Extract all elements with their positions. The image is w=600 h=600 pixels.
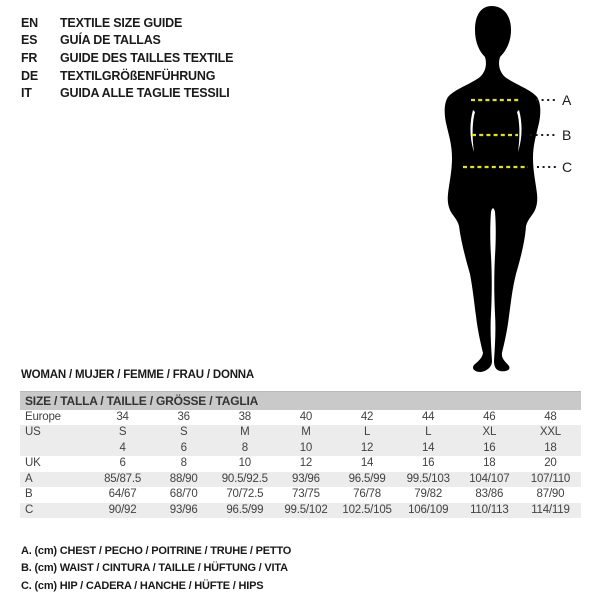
size-cell: S <box>118 426 127 438</box>
size-cell: 90/92 <box>108 503 137 516</box>
row-label: US <box>25 426 41 438</box>
size-cell: 70/72.5 <box>226 488 264 500</box>
size-cell: 73/75 <box>292 488 320 500</box>
size-cell: 42 <box>360 410 374 423</box>
size-cell: 99.5/102 <box>284 503 328 516</box>
size-cell: L <box>363 426 371 438</box>
woman-silhouette-figure <box>400 0 600 380</box>
marker-label-hip: C <box>562 159 573 175</box>
size-cell: 79/82 <box>414 488 443 500</box>
language-code: ES <box>21 33 38 48</box>
size-table <box>20 391 581 518</box>
table-row <box>20 503 581 519</box>
language-row <box>21 32 233 50</box>
size-cell: M <box>301 426 311 438</box>
size-cell: 107/110 <box>530 472 571 485</box>
language-title: TEXTILGRÖßENFÜHRUNG <box>60 68 216 83</box>
language-row <box>21 49 233 67</box>
measurement-legend <box>21 543 291 595</box>
size-cell: 10 <box>238 457 252 469</box>
table-row <box>20 456 581 472</box>
size-cell: 85/87.5 <box>104 472 142 485</box>
size-cell: 106/109 <box>408 503 449 516</box>
size-cell: 44 <box>421 410 435 423</box>
size-cell: 18 <box>483 457 496 469</box>
language-row <box>21 14 233 32</box>
size-cell: 88/90 <box>169 472 198 485</box>
size-cell: 110/113 <box>470 503 509 516</box>
row-label: UK <box>25 457 41 469</box>
size-cell: 90.5/92.5 <box>221 472 268 485</box>
size-cell: 64/67 <box>108 488 137 500</box>
size-cell: 16 <box>421 457 435 469</box>
marker-label-chest: A <box>562 92 572 108</box>
size-cell: 12 <box>299 457 313 469</box>
size-cell: 38 <box>238 410 252 423</box>
legend-line: C. (cm) HIP / CADERA / HANCHE / HÜFTE / HIPS <box>21 579 264 592</box>
language-row <box>21 84 233 102</box>
size-cell: 104/107 <box>469 472 510 485</box>
size-cell: 12 <box>360 441 374 454</box>
size-cell: 40 <box>299 410 313 423</box>
language-title-list <box>21 14 233 102</box>
woman-silhouette <box>445 6 541 372</box>
size-cell: 76/78 <box>353 488 381 500</box>
size-cell: 6 <box>119 457 126 469</box>
size-cell: S <box>179 426 188 438</box>
size-cell: 48 <box>544 410 557 423</box>
size-cell: 8 <box>241 441 248 454</box>
body-measurement-figure <box>400 0 600 380</box>
size-cell: 99.5/103 <box>406 472 450 485</box>
size-cell: 14 <box>360 457 374 469</box>
size-cell: 93/96 <box>169 503 198 516</box>
language-code: IT <box>21 86 32 101</box>
size-cell: 93/96 <box>292 472 320 485</box>
table-row <box>20 425 581 441</box>
language-code: FR <box>21 50 38 65</box>
size-cell: 34 <box>116 410 129 423</box>
size-cell: 46 <box>483 410 496 423</box>
size-cell: 96.5/99 <box>348 472 386 485</box>
language-code: DE <box>21 68 38 83</box>
size-cell: 16 <box>483 441 496 454</box>
size-cell: 14 <box>421 441 435 454</box>
table-row <box>20 487 581 503</box>
language-code: EN <box>21 15 38 30</box>
size-cell: 114/119 <box>531 503 570 516</box>
table-row <box>20 472 581 488</box>
size-cell: 18 <box>544 441 557 454</box>
size-cell: 4 <box>119 441 126 454</box>
legend-line: B. (cm) WAIST / CINTURA / TAILLE / HÜFTUNG / VITA <box>21 562 288 575</box>
language-title: GUIDE DES TAILLES TEXTILE <box>60 50 234 65</box>
row-label <box>20 441 92 457</box>
size-cell: XXL <box>539 426 561 438</box>
marker-label-waist: B <box>562 127 572 143</box>
size-cell: 6 <box>180 441 187 454</box>
size-cell: M <box>240 426 250 438</box>
table-row <box>20 441 581 457</box>
size-cell: 102.5/105 <box>342 503 392 516</box>
size-cell: 8 <box>180 457 187 469</box>
size-cell: 20 <box>544 457 557 469</box>
size-cell: 36 <box>177 410 190 423</box>
size-cell: 96.5/99 <box>226 503 264 516</box>
row-label: B <box>25 488 33 500</box>
language-title: GUÍA DE TALLAS <box>60 33 161 48</box>
size-cell: XL <box>482 426 497 438</box>
legend-line: A. (cm) CHEST / PECHO / POITRINE / TRUHE / PETTO <box>21 545 292 557</box>
size-table-header-row <box>20 392 581 410</box>
language-title: TEXTILE SIZE GUIDE <box>60 15 183 30</box>
row-label: Europe <box>25 410 61 423</box>
size-cell: 83/86 <box>475 488 504 500</box>
table-row <box>20 410 581 426</box>
size-table-header: SIZE / TALLA / TAILLE / GRÖSSE / TAGLIA <box>20 392 581 410</box>
language-row <box>21 67 233 85</box>
size-cell: 10 <box>299 441 313 454</box>
size-cell: L <box>425 426 432 438</box>
size-cell: 68/70 <box>169 488 198 500</box>
row-label: A <box>25 472 33 485</box>
row-label: C <box>25 503 34 516</box>
section-title-woman: WOMAN / MUJER / FEMME / FRAU / DONNA <box>21 369 255 381</box>
size-cell: 87/90 <box>536 488 565 500</box>
language-title: GUIDA ALLE TAGLIE TESSILI <box>60 86 230 101</box>
